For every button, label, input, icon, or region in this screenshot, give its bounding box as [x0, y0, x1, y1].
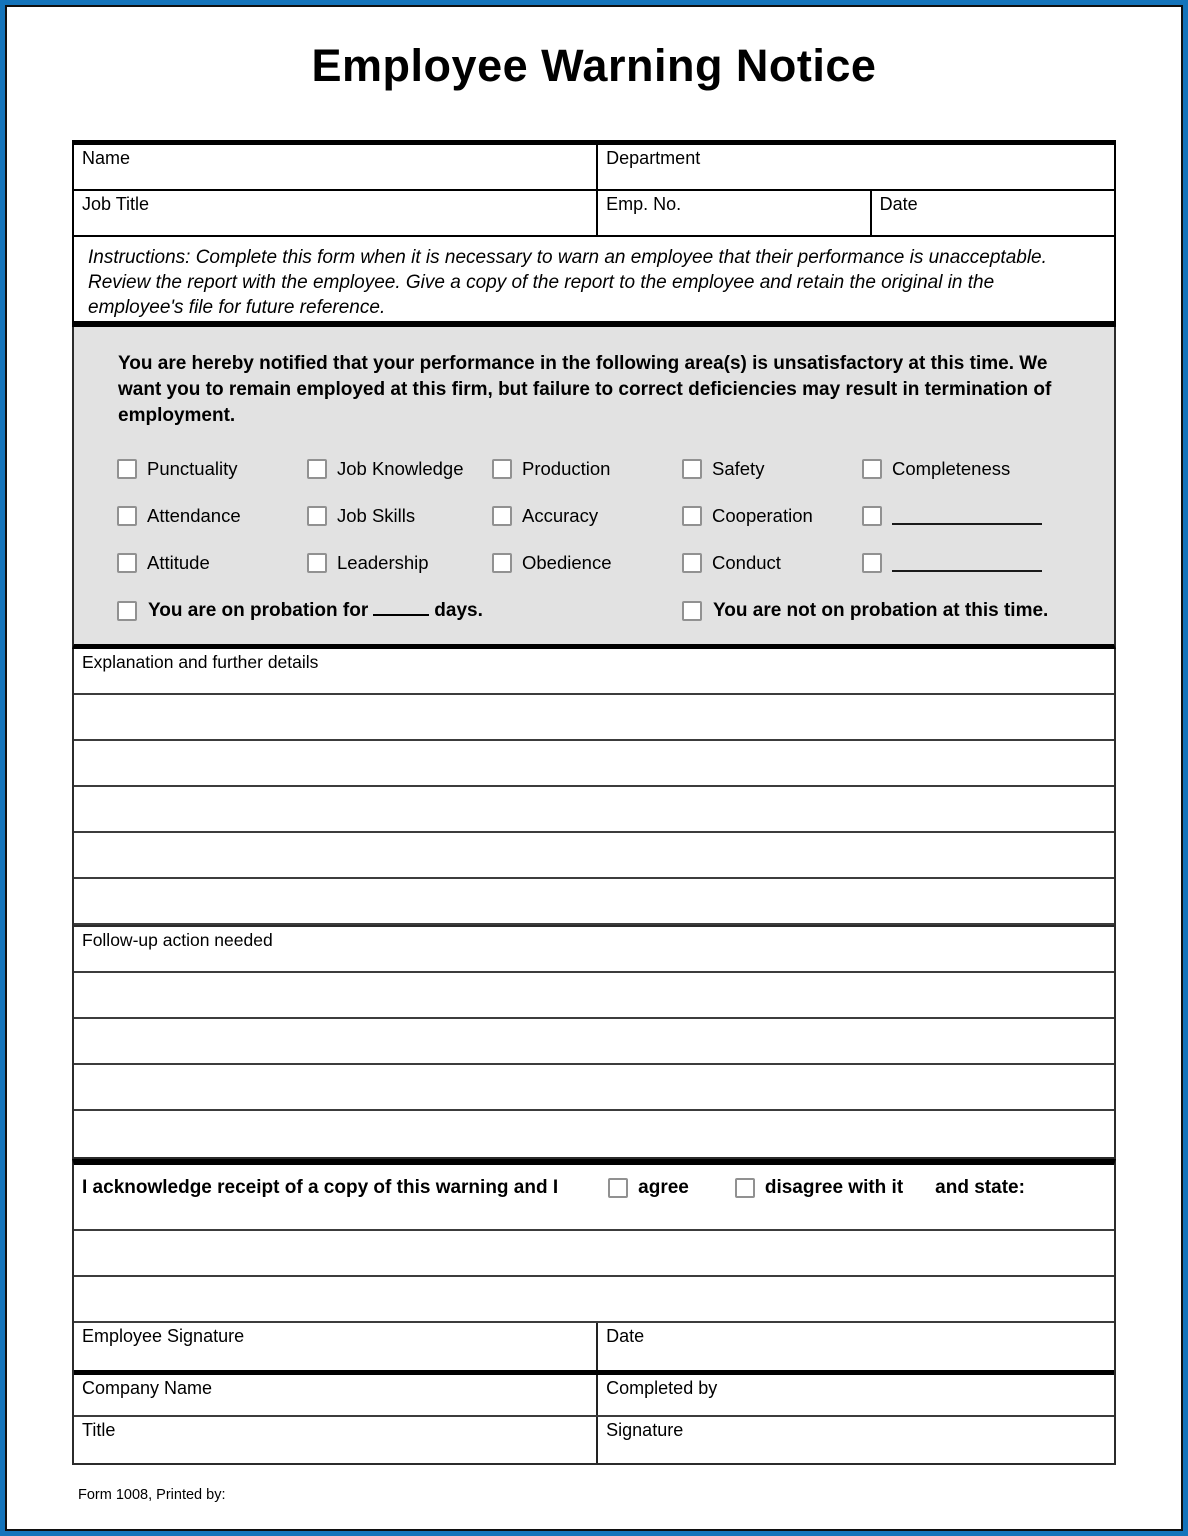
option-safety — [682, 458, 862, 480]
write-in-2-blank[interactable] — [892, 554, 1042, 572]
safety-checkbox[interactable] — [682, 459, 702, 479]
option-conduct — [682, 552, 862, 574]
attendance-label: Attendance — [147, 504, 241, 526]
employee-signature-field-cell[interactable] — [74, 1323, 598, 1370]
acknowledgment-line — [82, 1177, 1106, 1199]
disagree-checkbox[interactable] — [735, 1178, 755, 1198]
follow-up-label: Follow-up action needed — [82, 930, 273, 950]
attitude-checkbox[interactable] — [117, 553, 137, 573]
unsatisfactory-notice-section — [72, 327, 1116, 649]
option-obedience — [492, 552, 682, 574]
explanation-line[interactable] — [74, 879, 1114, 925]
acknowledgment-suffix: and state: — [935, 1177, 1025, 1198]
job-skills-label: Job Skills — [337, 504, 416, 526]
acknowledgment-section — [72, 1159, 1116, 1465]
deficiency-checkbox-grid — [74, 445, 1114, 586]
on-probation-option — [117, 600, 682, 622]
accuracy-checkbox[interactable] — [492, 506, 512, 526]
emp-no-field-cell[interactable] — [598, 191, 872, 235]
employee-signature-label: Employee Signature — [82, 1326, 245, 1346]
cooperation-label: Cooperation — [712, 504, 813, 526]
option-job-skills — [307, 505, 492, 527]
obedience-checkbox[interactable] — [492, 553, 512, 573]
explanation-label-row[interactable] — [74, 649, 1114, 695]
notice-text-line: You are hereby notified that your performance in the following area(s) is unsatisfactory at this time. We — [118, 353, 1048, 374]
employee-signature-row — [74, 1323, 1114, 1370]
no-probation-text: You are not on probation at this time. — [713, 600, 1049, 621]
option-job-knowledge — [307, 458, 492, 480]
date-field-cell[interactable] — [872, 191, 1114, 235]
probation-checkbox[interactable] — [117, 601, 137, 621]
punctuality-label: Punctuality — [147, 457, 238, 479]
option-attendance — [117, 505, 307, 527]
instructions-text-line: Instructions: Complete this form when it is necessary to warn an employee that their performance is unacceptable. — [88, 247, 1047, 268]
safety-label: Safety — [712, 457, 765, 479]
company-name-label: Company Name — [82, 1378, 213, 1398]
table-row — [74, 145, 1114, 191]
name-label: Name — [82, 148, 131, 168]
follow-up-line[interactable] — [74, 973, 1114, 1019]
leadership-checkbox[interactable] — [307, 553, 327, 573]
form-page — [5, 5, 1183, 1531]
option-accuracy — [492, 505, 682, 527]
probation-suffix: days. — [434, 600, 483, 621]
signature-label: Signature — [606, 1420, 684, 1440]
checkbox-row — [74, 445, 1114, 492]
notice-paragraph — [74, 351, 1114, 429]
statement-line[interactable] — [74, 1277, 1114, 1323]
emp-no-label: Emp. No. — [606, 194, 682, 214]
explanation-section — [72, 649, 1116, 927]
title-field-cell[interactable] — [74, 1417, 598, 1463]
agree-checkbox[interactable] — [608, 1178, 628, 1198]
option-write-in-2 — [862, 553, 1042, 573]
explanation-line[interactable] — [74, 787, 1114, 833]
date-label: Date — [879, 194, 918, 214]
job-knowledge-checkbox[interactable] — [307, 459, 327, 479]
instructions-box — [72, 237, 1116, 327]
probation-days-blank[interactable] — [373, 600, 429, 616]
company-row — [74, 1375, 1114, 1417]
leadership-label: Leadership — [337, 551, 429, 573]
company-name-field-cell[interactable] — [74, 1375, 598, 1415]
form-number-footer: Form 1008, Printed by: — [78, 1487, 226, 1503]
option-production — [492, 458, 682, 480]
option-attitude — [117, 552, 307, 574]
option-completeness — [862, 458, 1010, 480]
completeness-label: Completeness — [892, 457, 1011, 479]
cooperation-checkbox[interactable] — [682, 506, 702, 526]
job-title-field-cell[interactable] — [74, 191, 598, 235]
follow-up-line[interactable] — [74, 1019, 1114, 1065]
instructions-text-line: Review the report with the employee. Give a copy of the report to the employee and retain the original in the — [88, 272, 995, 293]
option-leadership — [307, 552, 492, 574]
agree-label: agree — [638, 1177, 689, 1198]
department-label: Department — [606, 148, 701, 168]
instructions-text-line: employee's file for future reference. — [88, 297, 386, 318]
option-cooperation — [682, 505, 862, 527]
explanation-label: Explanation and further details — [82, 652, 319, 672]
title-signature-row — [74, 1417, 1114, 1463]
production-checkbox[interactable] — [492, 459, 512, 479]
job-knowledge-label: Job Knowledge — [337, 457, 464, 479]
disagree-label: disagree with it — [764, 1177, 904, 1198]
checkbox-row — [74, 492, 1114, 539]
conduct-checkbox[interactable] — [682, 553, 702, 573]
employee-info-table — [72, 140, 1116, 237]
job-title-label: Job Title — [82, 194, 150, 214]
page-title: Employee Warning Notice — [311, 40, 877, 91]
explanation-line[interactable] — [74, 695, 1114, 741]
no-probation-checkbox[interactable] — [682, 601, 702, 621]
table-row — [74, 191, 1114, 237]
checkbox-row — [74, 539, 1114, 586]
attendance-checkbox[interactable] — [117, 506, 137, 526]
probation-prefix: You are on probation for — [148, 600, 369, 621]
attitude-label: Attitude — [147, 551, 210, 573]
conduct-label: Conduct — [712, 551, 781, 573]
signature-date-label: Date — [606, 1326, 645, 1346]
probation-row — [74, 600, 1114, 622]
completeness-checkbox[interactable] — [862, 459, 882, 479]
warning-notice-form — [72, 140, 1116, 1503]
write-in-1-checkbox[interactable] — [862, 506, 882, 526]
follow-up-line[interactable] — [74, 1111, 1114, 1157]
punctuality-checkbox[interactable] — [117, 459, 137, 479]
probation-text — [148, 600, 483, 622]
notice-text-line: want you to remain employed at this firm, but failure to correct deficiencies may result in termination of — [118, 379, 1052, 400]
department-field-cell[interactable] — [598, 145, 1114, 189]
follow-up-label-row[interactable] — [74, 927, 1114, 973]
signature-field-cell[interactable] — [598, 1417, 1114, 1463]
follow-up-section — [72, 927, 1116, 1159]
explanation-line[interactable] — [74, 741, 1114, 787]
write-in-2-checkbox[interactable] — [862, 553, 882, 573]
write-in-1-blank[interactable] — [892, 507, 1042, 525]
accuracy-label: Accuracy — [522, 504, 599, 526]
option-punctuality — [117, 458, 307, 480]
acknowledgment-row — [74, 1165, 1114, 1231]
no-probation-option — [682, 600, 1048, 622]
explanation-line[interactable] — [74, 833, 1114, 879]
acknowledgment-prefix: I acknowledge receipt of a copy of this warning and I — [82, 1177, 559, 1198]
name-field-cell[interactable] — [74, 145, 598, 189]
completed-by-label: Completed by — [606, 1378, 718, 1398]
completed-by-field-cell[interactable] — [598, 1375, 1114, 1415]
statement-line[interactable] — [74, 1231, 1114, 1277]
notice-text-line: employment. — [118, 405, 236, 426]
signature-date-field-cell[interactable] — [598, 1323, 1114, 1370]
job-skills-checkbox[interactable] — [307, 506, 327, 526]
production-label: Production — [522, 457, 611, 479]
title-label: Title — [82, 1420, 116, 1440]
obedience-label: Obedience — [522, 551, 612, 573]
option-write-in-1 — [862, 506, 1042, 526]
follow-up-line[interactable] — [74, 1065, 1114, 1111]
